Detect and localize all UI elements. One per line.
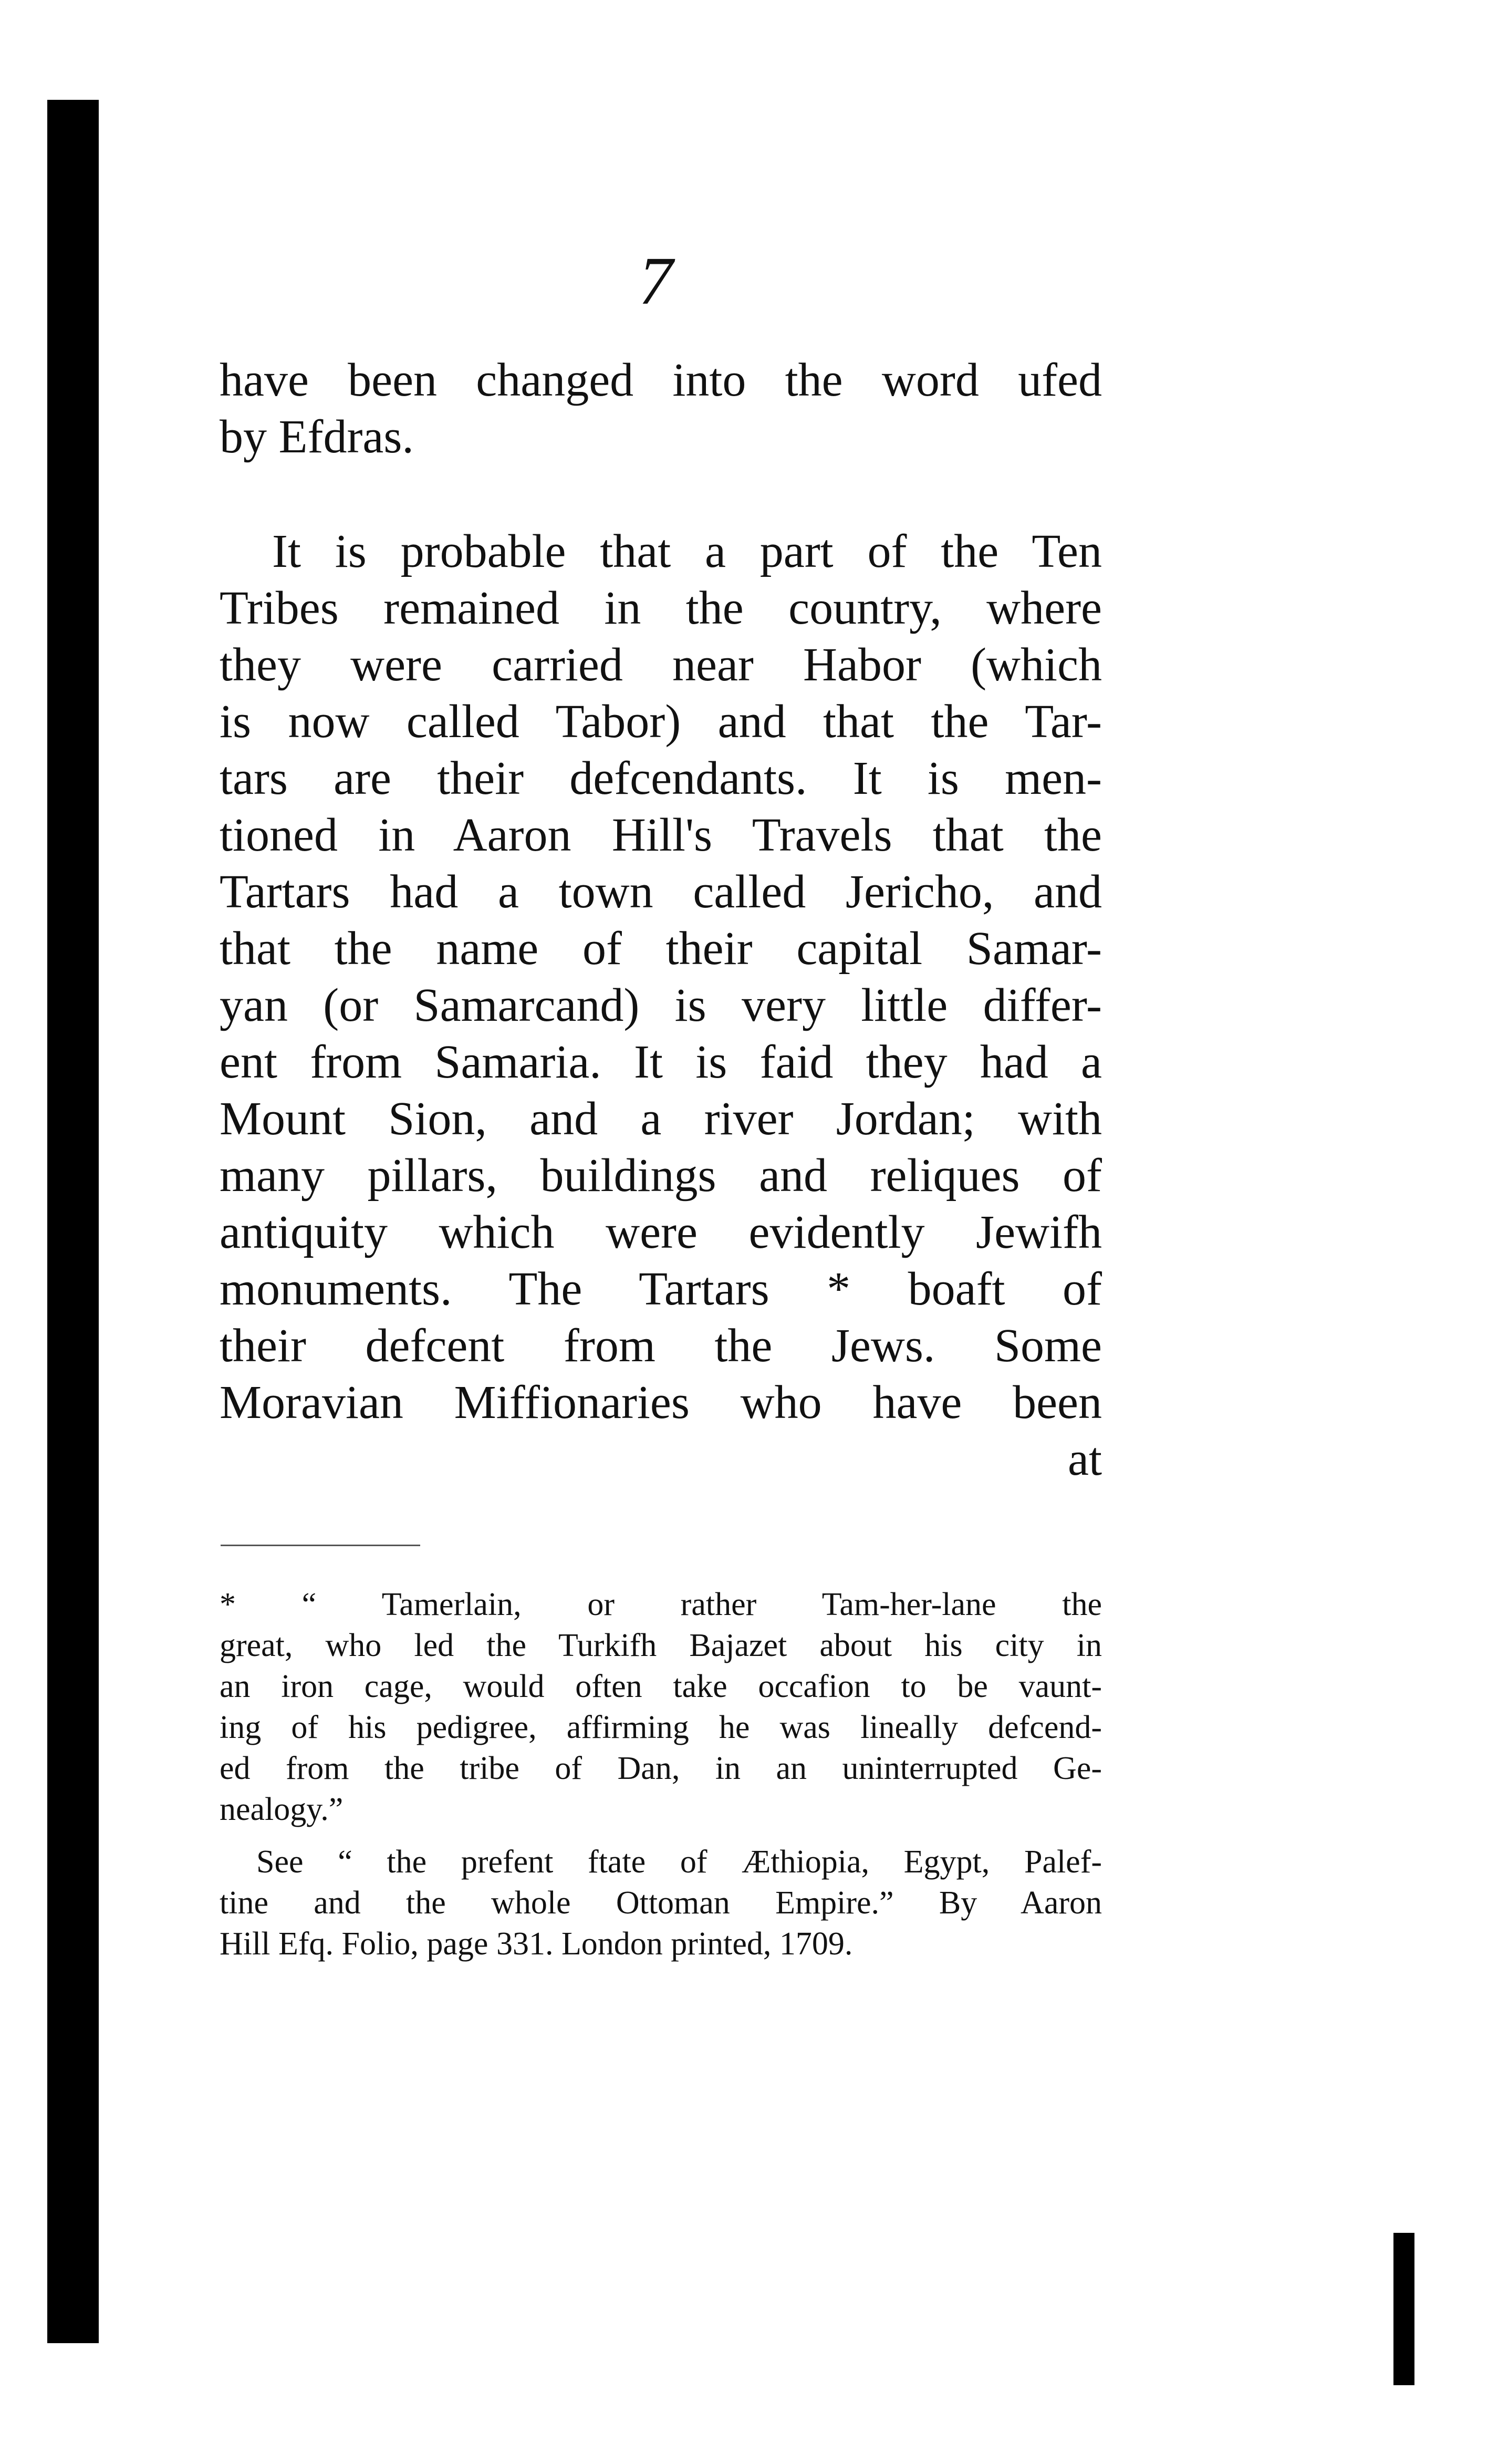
text-line: antiquity which were evidently Jewifh <box>220 1206 1102 1258</box>
text-line: their defcent from the Jews. Some <box>220 1320 1102 1372</box>
text-line: by Efdras. <box>220 411 414 463</box>
footnote-rule <box>221 1545 420 1546</box>
binding-shadow <box>47 100 99 2343</box>
footnote <box>220 1584 1102 1964</box>
main-text <box>220 352 1102 1488</box>
text-line: Moravian Miffionaries who have been <box>220 1376 1102 1428</box>
page-number: 7 <box>639 243 673 319</box>
text-line: Tribes remained in the country, where <box>220 582 1102 634</box>
footnote-line: * “ Tamerlain, or rather Tam-her-lane the <box>220 1587 1102 1622</box>
catchword: at <box>1068 1433 1102 1485</box>
text-line: they were carried near Habor (which <box>220 639 1102 691</box>
footnote-gap <box>220 1830 1102 1841</box>
footnote-line: ed from the tribe of Dan, in an uninterrupted Ge- <box>220 1751 1102 1786</box>
text-line: monuments. The Tartars * boaft of <box>220 1263 1102 1315</box>
footnote-line: tine and the whole Ottoman Empire.” By Aaron <box>220 1885 1102 1921</box>
footnote-line: great, who led the Turkifh Bajazet about his city in <box>220 1628 1102 1663</box>
footnote-line: nealogy.” <box>220 1792 344 1827</box>
footnote-line: ing of his pedigree, affirming he was lineally defcend- <box>220 1710 1102 1745</box>
text-line: Mount Sion, and a river Jordan; with <box>220 1093 1102 1145</box>
text-line: tioned in Aaron Hill's Travels that the <box>220 809 1102 861</box>
page-edge-shadow <box>1393 2233 1414 2385</box>
text-line: have been changed into the word ufed <box>220 354 1102 406</box>
footnote-line: Hill Efq. Folio, page 331. London printed, 1709. <box>220 1926 853 1962</box>
text-line: is now called Tabor) and that the Tar- <box>220 696 1102 748</box>
text-line: many pillars, buildings and reliques of <box>220 1150 1102 1202</box>
text-line: tars are their defcendants. It is men- <box>220 752 1102 804</box>
footnote-line: See “ the prefent ftate of Æthiopia, Egypt, Palef- <box>256 1844 1102 1880</box>
paragraph-gap <box>220 465 1102 523</box>
text-line: It is probable that a part of the Ten <box>272 525 1102 577</box>
text-line: Tartars had a town called Jericho, and <box>220 866 1102 918</box>
text-line: that the name of their capital Samar- <box>220 923 1102 975</box>
text-line: ent from Samaria. It is faid they had a <box>220 1036 1102 1088</box>
text-line: yan (or Samarcand) is very little differ- <box>220 979 1102 1031</box>
footnote-line: an iron cage, would often take occafion to be vaunt- <box>220 1669 1102 1704</box>
